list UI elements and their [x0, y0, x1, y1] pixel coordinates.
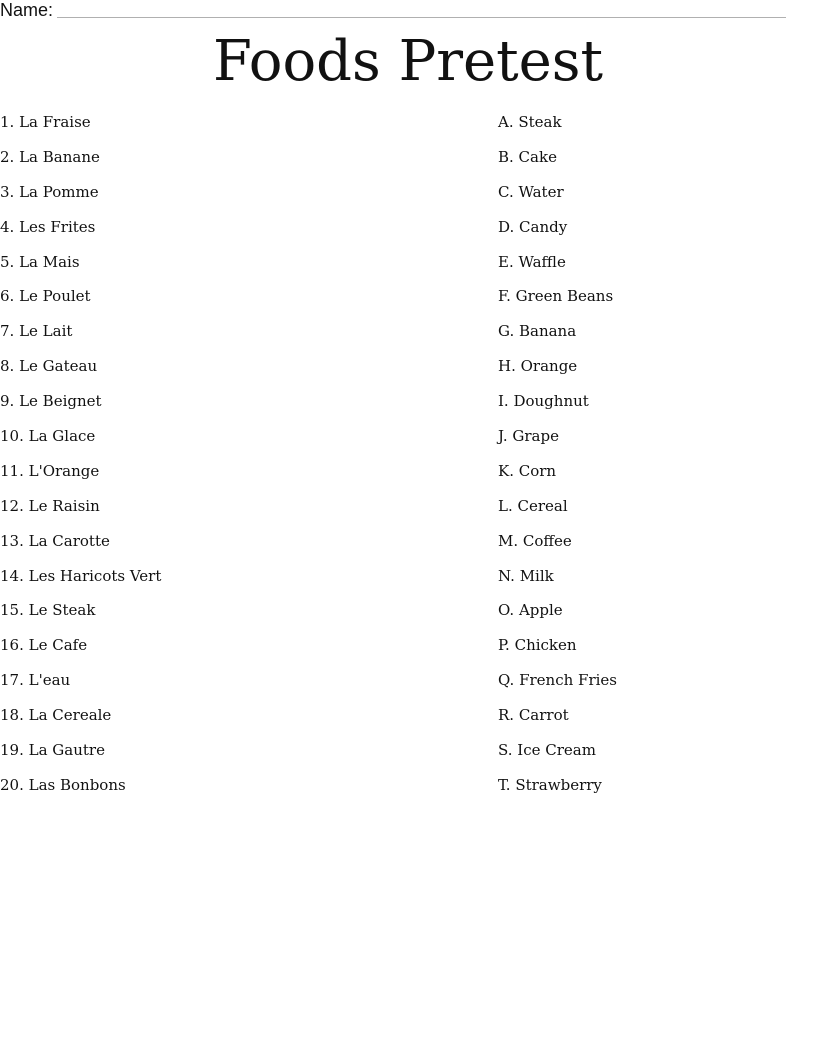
- answer-item: P. Chicken: [498, 636, 577, 655]
- page-title: Foods Pretest: [212, 29, 604, 94]
- answer-item: N. Milk: [498, 566, 554, 585]
- answer-item: G. Banana: [498, 322, 577, 341]
- question-item: 2. La Banane: [0, 147, 100, 166]
- question-item: 4. Les Frites: [0, 217, 96, 236]
- question-item: 18. La Cereale: [0, 706, 112, 725]
- answer-item: Q. French Fries: [498, 671, 617, 690]
- answer-item: D. Candy: [498, 217, 568, 236]
- answer-item: I. Doughnut: [498, 392, 589, 411]
- answer-item: K. Corn: [498, 461, 557, 480]
- question-item: 16. Le Cafe: [0, 636, 88, 655]
- question-item: 12. Le Raisin: [0, 496, 100, 515]
- question-item: 14. Les Haricots Vert: [0, 566, 162, 585]
- question-item: 15. Le Steak: [0, 601, 96, 620]
- answer-item: H. Orange: [498, 357, 578, 376]
- answer-item: E. Waffle: [498, 252, 566, 271]
- question-item: 19. La Gautre: [0, 741, 105, 760]
- answer-item: B. Cake: [498, 147, 557, 166]
- answer-item: A. Steak: [498, 113, 562, 131]
- question-item: 10. La Glace: [0, 427, 96, 446]
- name-label: Name:: [0, 0, 54, 20]
- answer-item: R. Carrot: [498, 706, 569, 725]
- question-item: 7. Le Lait: [0, 322, 73, 341]
- answer-item: S. Ice Cream: [498, 741, 596, 760]
- question-item: 20. Las Bonbons: [0, 775, 126, 794]
- answer-list: [498, 112, 798, 810]
- question-item: 17. L'eau: [0, 671, 71, 690]
- question-item: 3. La Pomme: [0, 182, 99, 201]
- answer-item: J. Grape: [498, 427, 559, 446]
- question-item: 8. Le Gateau: [0, 357, 98, 376]
- question-item: 5. La Mais: [0, 252, 80, 271]
- answer-item: O. Apple: [498, 601, 563, 620]
- question-item: 9. Le Beignet: [0, 392, 102, 411]
- name-underline: [57, 0, 786, 18]
- question-list: [0, 112, 480, 810]
- answer-item: M. Coffee: [498, 531, 572, 550]
- answer-item: F. Green Beans: [498, 287, 614, 306]
- question-item: 6. Le Poulet: [0, 287, 91, 306]
- question-item: 1. La Fraise: [0, 113, 91, 131]
- answer-item: T. Strawberry: [498, 775, 602, 794]
- question-item: 11. L'Orange: [0, 461, 100, 480]
- answer-item: L. Cereal: [498, 496, 568, 515]
- name-row: [0, 0, 786, 20]
- question-item: 13. La Carotte: [0, 531, 110, 550]
- answer-item: C. Water: [498, 182, 564, 201]
